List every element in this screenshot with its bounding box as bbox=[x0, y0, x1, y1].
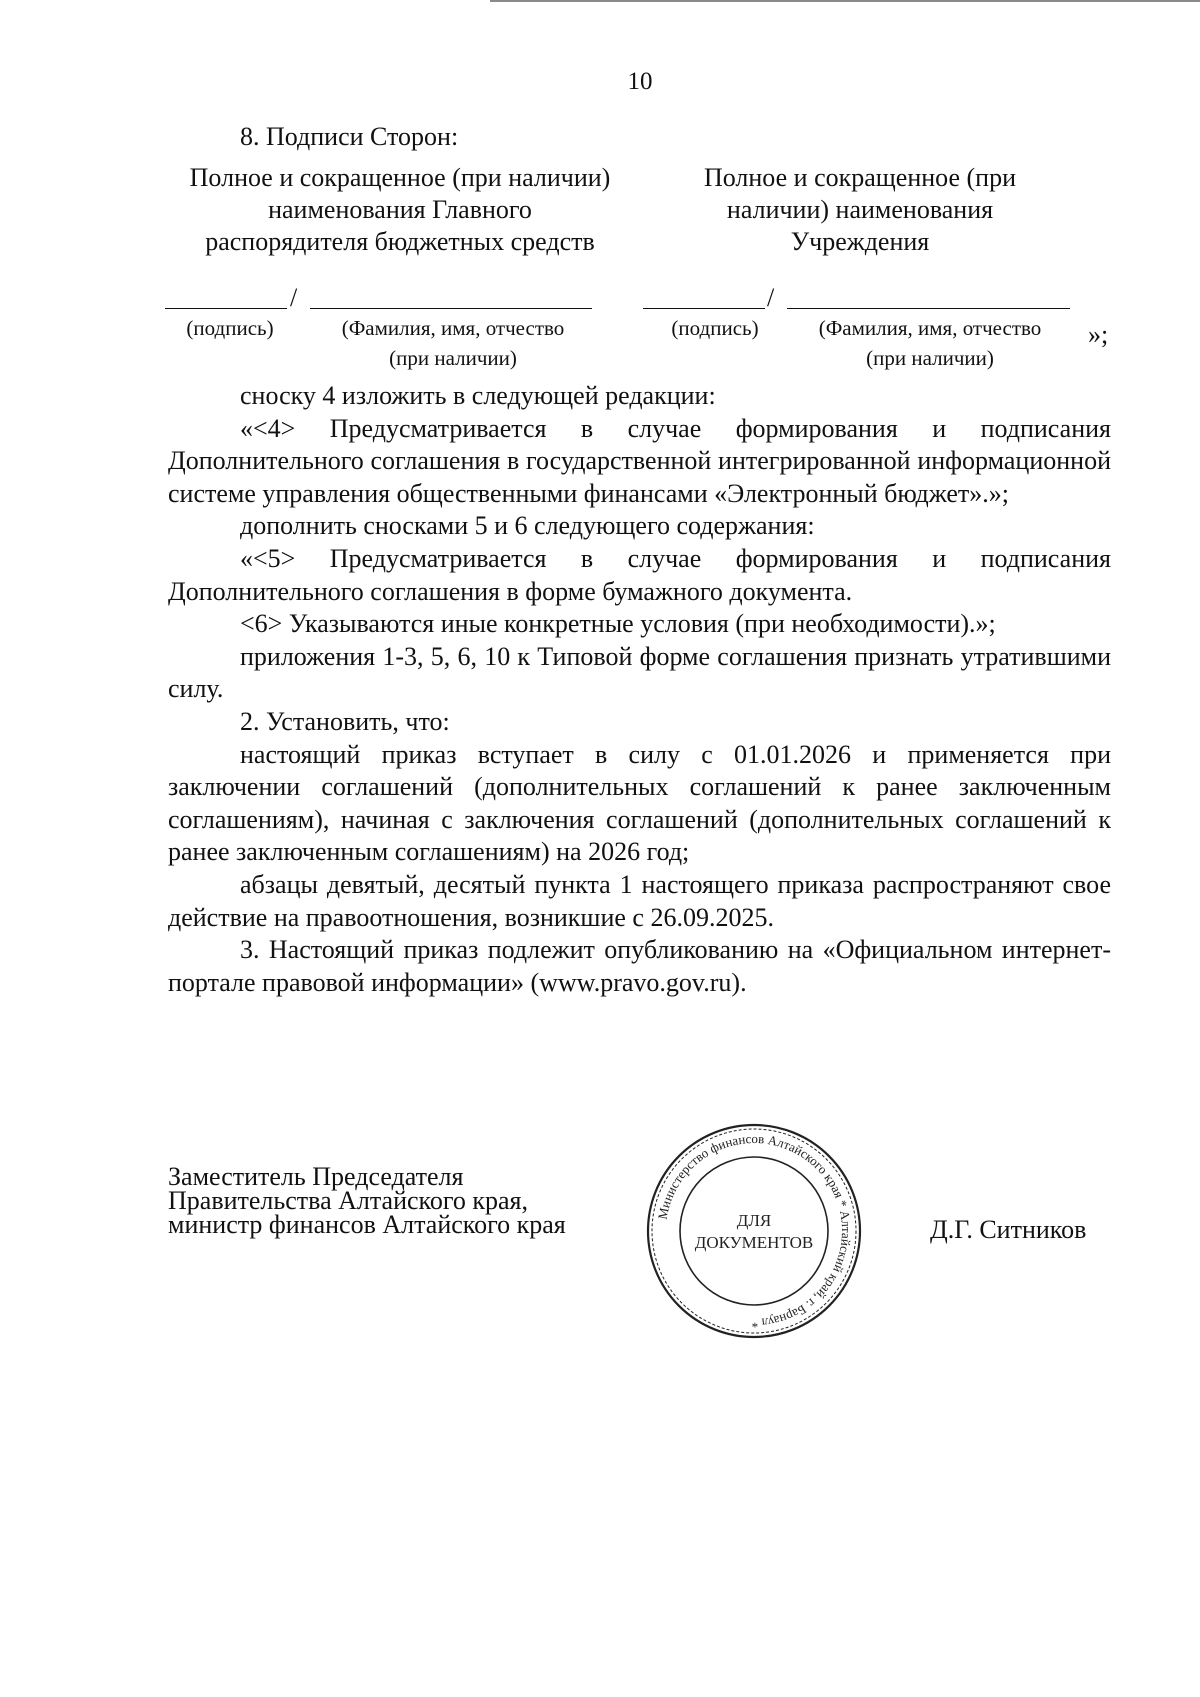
right-party-heading-line: наличии) наименования bbox=[726, 195, 994, 224]
right-name-caption bbox=[795, 313, 1065, 373]
closing-quote-mark: »; bbox=[1088, 320, 1109, 349]
left-name-line bbox=[310, 308, 592, 309]
body-paragraph: приложения 1-3, 5, 6, 10 к Типовой форме соглашения признать утратившими силу. bbox=[168, 641, 1111, 704]
body-paragraph: 3. Настоящий приказ подлежит опубликованию на «Официальном интернет-портале правовой информации» (www.pravo.gov.ru). bbox=[168, 935, 1111, 997]
signatory-position-line: министр финансов Алтайского края bbox=[168, 1210, 566, 1239]
signatory-position-line: Правительства Алтайского края, bbox=[168, 1186, 529, 1215]
right-party-heading bbox=[660, 162, 1060, 258]
left-name-caption-line: (при наличии) bbox=[389, 346, 517, 370]
right-signature-caption: (подпись) bbox=[671, 316, 759, 340]
left-signature-caption: (подпись) bbox=[186, 316, 274, 340]
seal-ring-text: Министерство финансов Алтайского края * Алтайский край, г. Барнаул * bbox=[654, 1130, 855, 1332]
document-body bbox=[168, 380, 1111, 999]
left-party-heading-line: распорядителя бюджетных средств bbox=[205, 227, 595, 256]
left-party-heading-line: Полное и сокращенное (при наличии) bbox=[189, 163, 611, 192]
left-party-heading-line: наименования Главного bbox=[268, 195, 532, 224]
seal-center-line: ДЛЯ bbox=[736, 1211, 772, 1230]
left-name-caption-line: (Фамилия, имя, отчество bbox=[341, 316, 565, 340]
body-paragraph: абзацы девятый, десятый пункта 1 настоящего приказа распространяют свое действие на правоотношения, возникшие с 26.09.2025. bbox=[168, 869, 1111, 932]
signatory-position-line: Заместитель Председателя bbox=[168, 1162, 464, 1191]
right-name-caption-line: (Фамилия, имя, отчество bbox=[818, 316, 1042, 340]
left-signature-line bbox=[165, 308, 287, 309]
scan-edge-line bbox=[490, 0, 1200, 2]
right-name-caption-line: (при наличии) bbox=[866, 346, 994, 370]
left-party-heading bbox=[170, 162, 630, 258]
body-paragraph: «<5> Предусматривается в случае формирования и подписания Дополнительного соглашения в форме бумажного документа. bbox=[168, 543, 1111, 606]
signer-name: Д.Г. Ситников bbox=[930, 1215, 1087, 1244]
body-paragraph: <6> Указываются иные конкретные условия (при необходимости).»; bbox=[240, 609, 996, 639]
right-name-line bbox=[787, 308, 1070, 309]
body-paragraph: 2. Установить, что: bbox=[240, 706, 450, 736]
body-paragraph: настоящий приказ вступает в силу с 01.01.2026 и применяется при заключении соглашений (дополнительных соглашений к ранее заключенным соглашениям), начиная с заключения соглашений (дополнительных соглашений к ранее заключенным соглашениям) на 2026 год; bbox=[168, 739, 1111, 867]
official-seal-stamp bbox=[643, 1120, 865, 1342]
signatory-position bbox=[168, 1162, 566, 1239]
body-paragraph: «<4> Предусматривается в случае формирования и подписания Дополнительного соглашения в государственной интегрированной информационной системе управления общественными финансами «Электронный бюджет».»; bbox=[168, 413, 1111, 508]
seal-center-line: ДОКУМЕНТОВ bbox=[694, 1233, 814, 1252]
left-name-caption bbox=[318, 313, 588, 373]
right-party-heading-line: Полное и сокращенное (при bbox=[703, 163, 1017, 192]
body-paragraph: дополнить сносками 5 и 6 следующего содержания: bbox=[240, 511, 815, 541]
right-signature-line bbox=[643, 308, 765, 309]
right-party-heading-line: Учреждения bbox=[790, 227, 930, 256]
body-paragraph: сноску 4 изложить в следующей редакции: bbox=[240, 381, 716, 410]
right-signature-slash: / bbox=[767, 283, 775, 312]
left-signature-slash: / bbox=[290, 283, 298, 312]
section-heading: 8. Подписи Сторон: bbox=[240, 122, 459, 151]
page-number: 10 bbox=[627, 68, 653, 95]
